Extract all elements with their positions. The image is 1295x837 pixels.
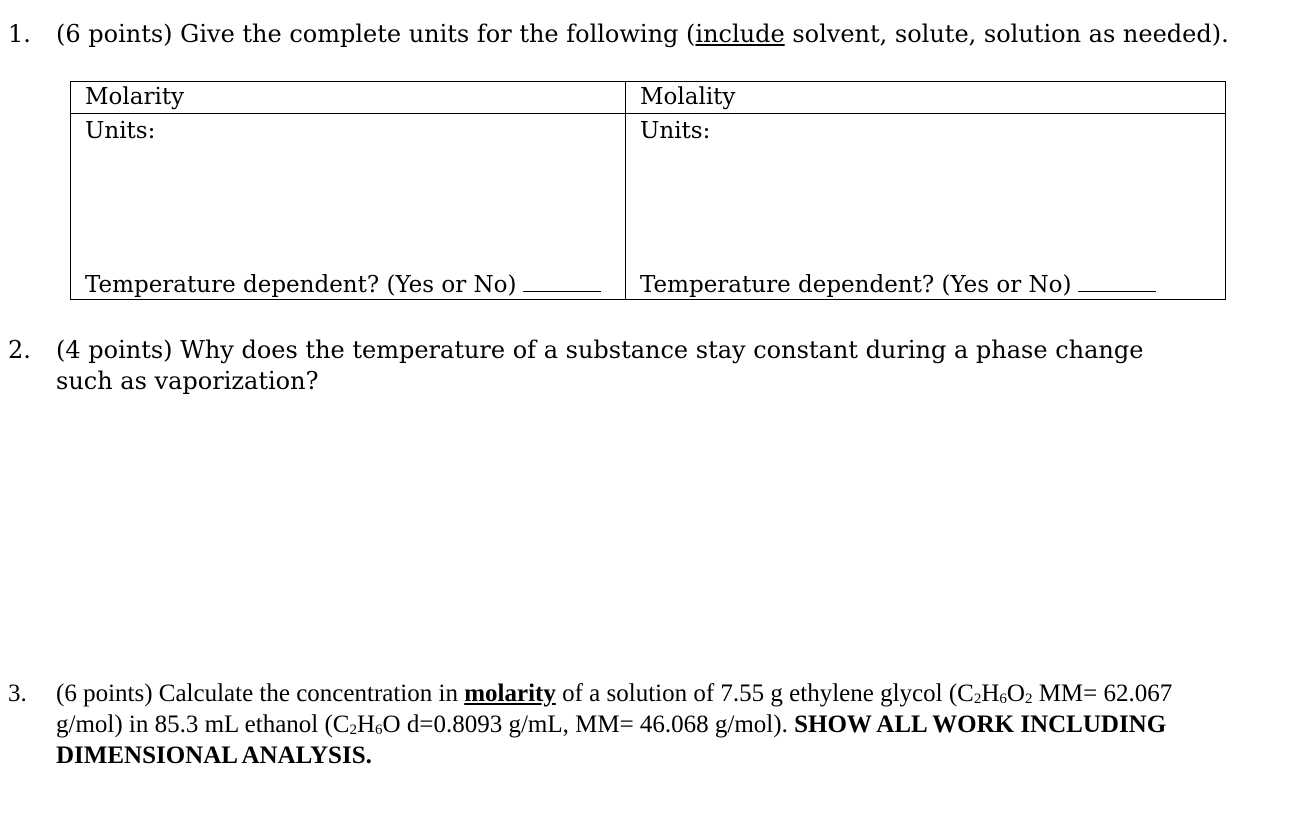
- question-text-line-1: (4 points) Why does the temperature of a substance stay constant during a phase change: [56, 336, 1144, 364]
- show-work-instruction: SHOW ALL WORK INCLUDING: [794, 711, 1167, 738]
- question-number: 3.: [8, 680, 27, 707]
- temperature-question: Temperature dependent? (Yes or No): [640, 271, 1156, 299]
- question-text-line-2: g/mol) in 85.3 mL ethanol ($C_2H_6O$ d=0.8093 g/mL, MM= 46.068 g/mol). SHOW ALL WORK INCLUDING: [56, 711, 1167, 738]
- molarity-answer-cell[interactable]: [71, 114, 626, 300]
- molality-header: Molality: [626, 82, 1226, 114]
- units-label: Units:: [640, 118, 711, 144]
- molality-answer-cell[interactable]: [626, 114, 1226, 300]
- include-emphasis: include: [695, 20, 785, 48]
- units-table: [70, 81, 1226, 300]
- answer-blank[interactable]: [523, 271, 601, 292]
- question-text-line-2: such as vaporization?: [56, 367, 319, 395]
- answer-blank[interactable]: [1078, 271, 1156, 292]
- temperature-question: Temperature dependent? (Yes or No): [85, 271, 601, 299]
- question-number: 1.: [8, 20, 31, 48]
- question-text: (6 points) Give the complete units for the following (include solvent, solute, solution as needed).: [56, 20, 1229, 48]
- units-label: Units:: [85, 118, 156, 144]
- molarity-header: Molarity: [71, 82, 626, 114]
- question-number: 2.: [8, 336, 31, 364]
- question-text-line-1: (6 points) Calculate the concentration in molarity of a solution of 7.55 g ethylene glycol ($C_2H_6O_2$ MM= 62.067: [56, 680, 1173, 707]
- molarity-emphasis: molarity: [464, 680, 556, 707]
- question-text-line-3: DIMENSIONAL ANALYSIS.: [56, 742, 372, 769]
